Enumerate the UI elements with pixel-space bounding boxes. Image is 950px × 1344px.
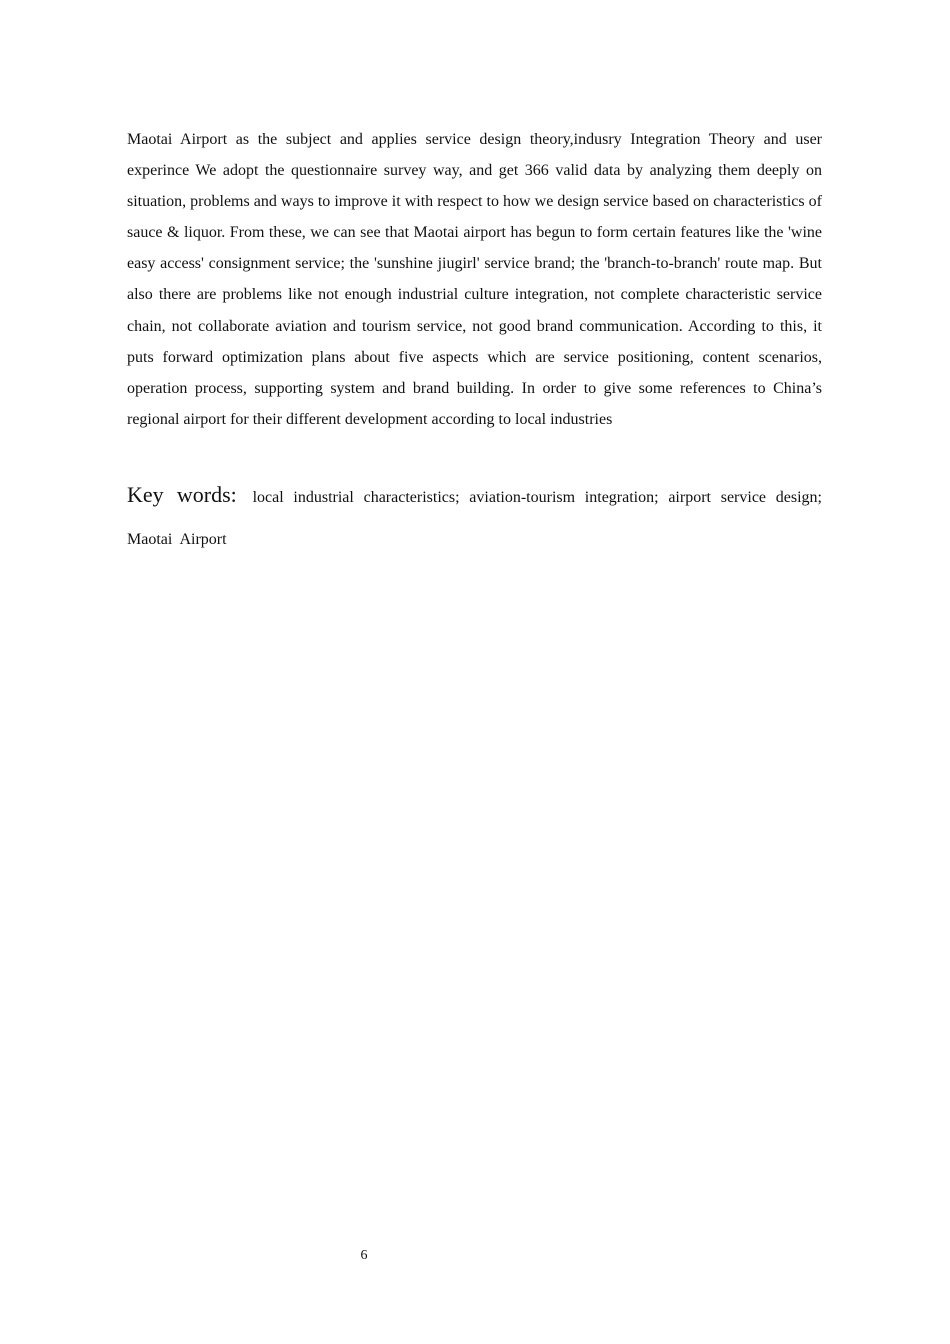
abstract-paragraph: Maotai Airport as the subject and applies service design theory,indusry Integration Theory and user experince We adopt the questionnaire survey way, and get 366 valid data by analyzing them deeply on situation, problems and ways to improve it with respect to how we design service based on characteristics of sauce & liquor. From these, we can see that Maotai airport has begun to form certain features like the 'wine easy access' consignment service; the 'sunshine jiugirl' service brand; the 'branch-to-branch' route map. But also there are problems like not enough industrial culture integration, not complete characteristic service chain, not collaborate aviation and tourism service, not good brand communication. According to this, it puts forward optimization plans about five aspects which are service positioning, content scenarios, operation process, supporting system and brand building. In order to give some references to China’s regional airport for their different development according to local industries <box>127 131 822 428</box>
page-number: 6 <box>360 1248 368 1263</box>
keywords-list: local industrial characteristics; aviation-tourism integration; airport service design; Maotai Airport <box>127 489 823 548</box>
keywords-label: Key words: <box>127 482 237 507</box>
keywords-paragraph <box>127 474 822 561</box>
